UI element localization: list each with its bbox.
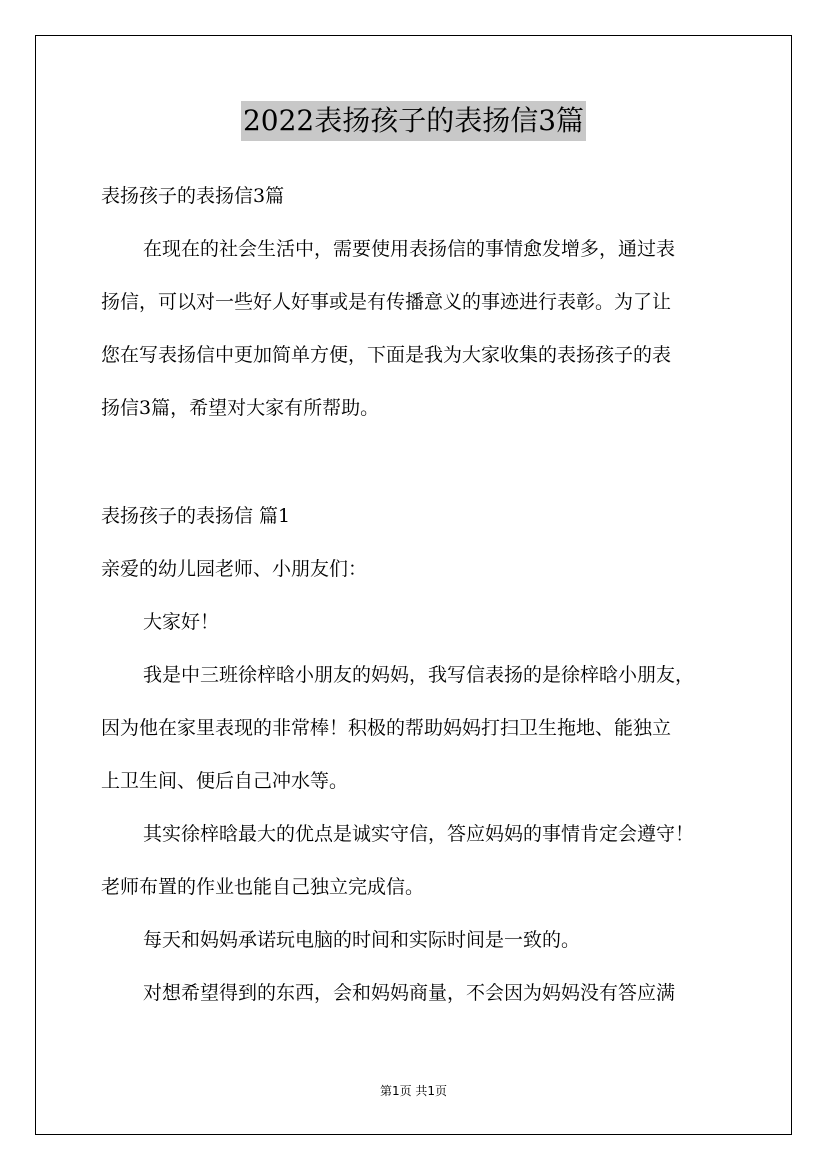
intro-line-2: 扬信，可以对一些好人好事或是有传播意义的事迹进行表彰。为了让 [101,291,672,313]
page-number-label: 第1页 共1页 [379,1084,448,1098]
intro-line-4: 扬信3篇，希望对大家有所帮助。 [101,397,380,419]
intro-line-1: 在现在的社会生活中，需要使用表扬信的事情愈发增多，通过表 [143,238,676,260]
para2-line-2: 老师布置的作业也能自己独立完成信。 [101,876,425,898]
title-area [0,101,827,141]
para1-line-3: 上卫生间、便后自己冲水等。 [101,770,349,792]
salutation: 亲爱的幼儿园老师、小朋友们： [101,558,368,580]
para3-line: 每天和妈妈承诺玩电脑的时间和实际时间是一致的。 [143,929,581,951]
page-footer [0,1081,827,1101]
section-heading: 表扬孩子的表扬信 篇1 [101,505,291,527]
para1-line-1: 我是中三班徐梓晗小朋友的妈妈，我写信表扬的是徐梓晗小朋友， [143,664,695,686]
document-body [101,170,741,1020]
intro-line-3: 您在写表扬信中更加简单方便，下面是我为大家收集的表扬孩子的表 [101,344,672,366]
para2-line-1: 其实徐梓晗最大的优点是诚实守信，答应妈妈的事情肯定会遵守！ [143,823,695,845]
document-title: 2022表扬孩子的表扬信3篇 [241,101,586,141]
para4-line: 对想希望得到的东西，会和妈妈商量，不会因为妈妈没有答应满 [143,982,676,1004]
para1-line-2: 因为他在家里表现的非常棒！积极的帮助妈妈打扫卫生拖地、能独立 [101,717,672,739]
greeting: 大家好！ [143,611,220,633]
blank-line [101,435,741,490]
document-subtitle: 表扬孩子的表扬信3篇 [101,185,285,207]
